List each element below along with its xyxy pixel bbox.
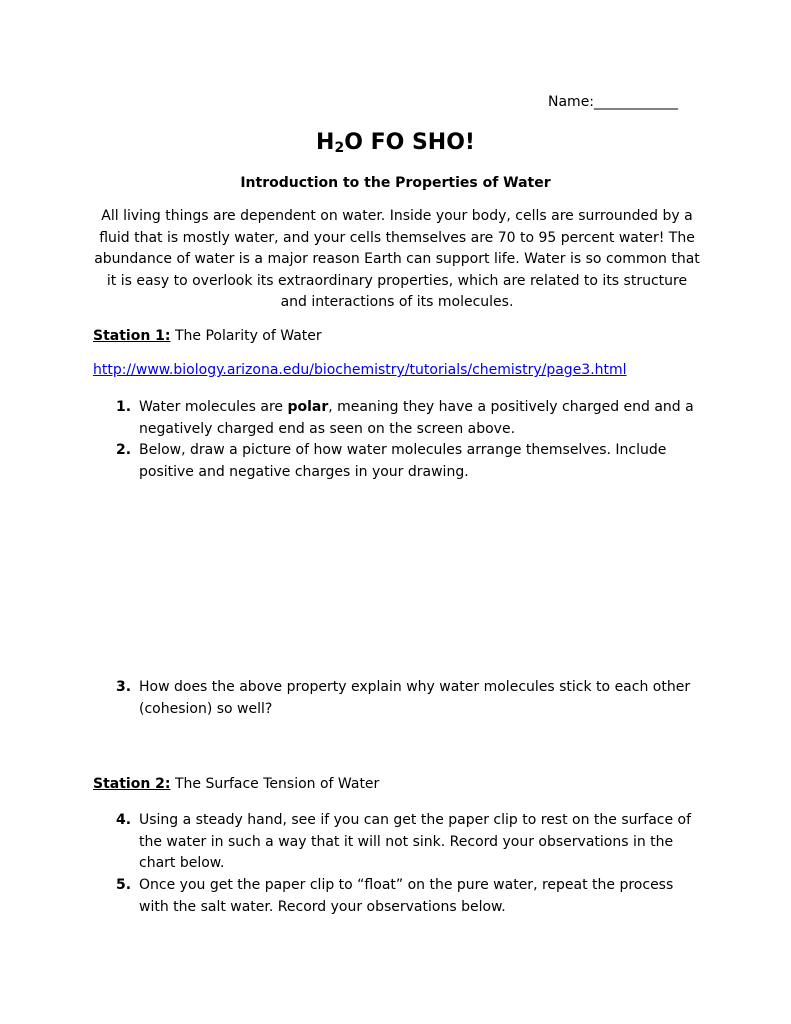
name-field-label: Name:____________: [548, 94, 679, 110]
question-5-number: 5.: [116, 877, 132, 893]
question-1-number: 1.: [116, 399, 132, 415]
station-2-label: Station 2:: [93, 776, 171, 792]
worksheet-subtitle: Introduction to the Properties of Water: [240, 175, 551, 191]
station-1-heading: [93, 328, 322, 344]
question-3-number: 3.: [116, 679, 132, 695]
question-2: [116, 440, 696, 483]
station-2-heading: [93, 776, 379, 792]
question-1-bold-term: polar: [287, 399, 329, 415]
question-4-number: 4.: [116, 812, 132, 828]
question-4: [116, 810, 696, 875]
question-1: [116, 397, 696, 440]
question-1-text-end: , meaning they have a positively charged end and a negatively charged end as seen on the screen above.: [139, 399, 694, 437]
title-rest: O FO SHO!: [344, 130, 475, 155]
question-5-text: Once you get the paper clip to “float” on the pure water, repeat the process with the salt water. Record your observations below.: [139, 877, 674, 915]
station-1-label: Station 1:: [93, 328, 171, 344]
question-3: [116, 677, 696, 720]
biology-tutorial-link[interactable]: http://www.biology.arizona.edu/biochemistry/tutorials/chemistry/page3.html: [93, 362, 627, 378]
question-2-text: Below, draw a picture of how water molecules arrange themselves. Include positive and negative charges in your drawing.: [139, 442, 667, 480]
title-h: H: [316, 130, 335, 155]
worksheet-title: [0, 130, 791, 156]
question-4-text: Using a steady hand, see if you can get the paper clip to rest on the surface of the water in such a way that it will not sink. Record your observations in the chart below.: [139, 812, 692, 871]
question-1-text-start: Water molecules are: [139, 399, 288, 415]
question-5: [116, 875, 696, 918]
question-1-text: [139, 397, 696, 440]
intro-paragraph: All living things are dependent on water. Inside your body, cells are surrounded by a fluid that is mostly water, and your cells themselves are 70 to 95 percent water! The abundance of water is a major reason Earth can support life. Water is so common that it is easy to overlook its extraordinary properties, which are related to its structure and interactions of its molecules.: [94, 208, 700, 310]
station-2-title: The Surface Tension of Water: [170, 776, 380, 792]
station-1-title: The Polarity of Water: [170, 328, 322, 344]
question-3-text: How does the above property explain why water molecules stick to each other (cohesion) so well?: [139, 679, 691, 717]
title-subscript: 2: [334, 140, 345, 156]
question-2-number: 2.: [116, 442, 132, 458]
